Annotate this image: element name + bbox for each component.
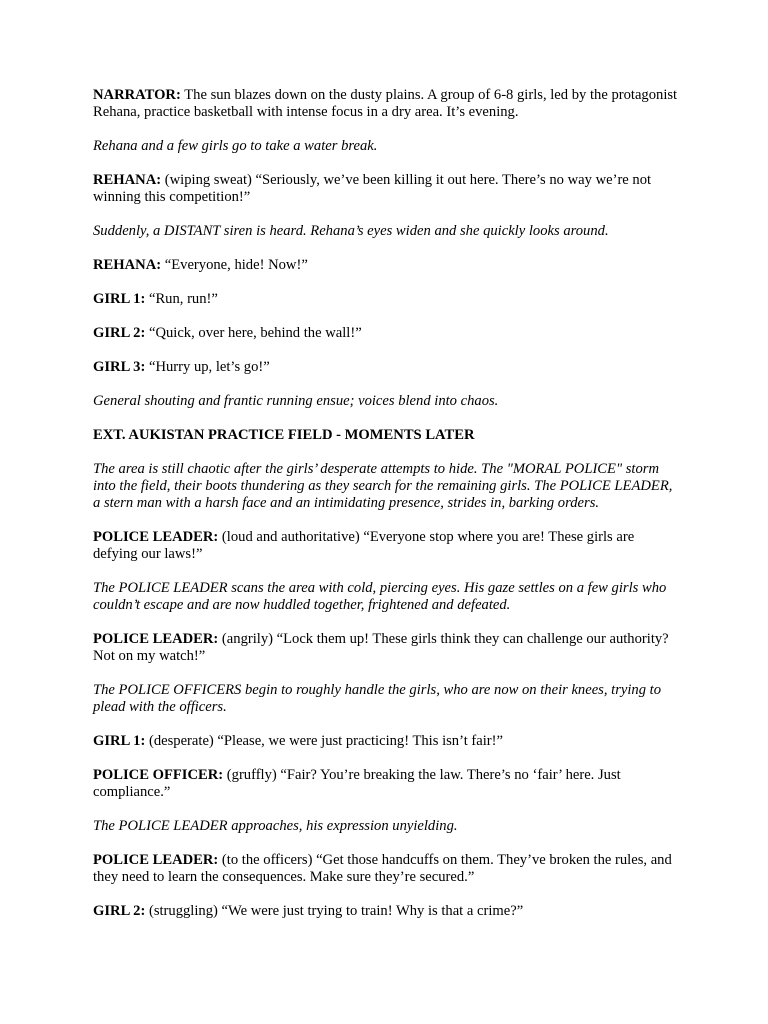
action-paragraph: The POLICE OFFICERS begin to roughly handle the girls, who are now on their knees, trying to plead with the officers. (93, 682, 662, 715)
dialogue-text: (struggling) “We were just trying to train! Why is that a crime?” (145, 903, 524, 919)
dialogue-paragraph (93, 257, 678, 274)
dialogue-paragraph (93, 852, 678, 886)
speaker-name: NARRATOR: (93, 87, 181, 103)
dialogue-text: The sun blazes down on the dusty plains. A group of 6-8 girls, led by the protagonist Rehana, practice basketball with intense focus in a dry area. It’s evening. (93, 87, 678, 120)
dialogue-text: (wiping sweat) “Seriously, we’ve been killing it out here. There’s no way we’re not winning this competition!” (93, 172, 652, 205)
speaker-name: GIRL 2: (93, 325, 146, 341)
action-paragraph: Suddenly, a DISTANT siren is heard. Rehana’s eyes widen and she quickly looks around. (93, 223, 609, 239)
dialogue-text: “Quick, over here, behind the wall!” (145, 325, 362, 341)
dialogue-text: “Hurry up, let’s go!” (145, 359, 270, 375)
dialogue-paragraph (93, 359, 678, 376)
speaker-name: REHANA: (93, 257, 162, 273)
action-paragraph: General shouting and frantic running ensue; voices blend into chaos. (93, 393, 499, 409)
dialogue-paragraph (93, 325, 678, 342)
dialogue-text: “Run, run!” (145, 291, 218, 307)
dialogue-paragraph (93, 631, 678, 665)
action-paragraph: The area is still chaotic after the girls’ desperate attempts to hide. The "MORAL POLICE" storm into the field, their boots thundering as they search for the remaining girls. The POLICE LEADER, a stern man with a harsh face and an intimidating presence, strides in, barking orders. (93, 461, 673, 511)
dialogue-paragraph (93, 291, 678, 308)
dialogue-paragraph (93, 87, 678, 121)
dialogue-paragraph (93, 767, 678, 801)
action-paragraph: The POLICE LEADER scans the area with cold, piercing eyes. His gaze settles on a few girls who couldn’t escape and are now huddled together, frightened and defeated. (93, 580, 667, 613)
dialogue-text: (loud and authoritative) “Everyone stop where you are! These girls are defying our laws!” (93, 529, 635, 562)
speaker-name: REHANA: (93, 172, 162, 188)
scene-heading: EXT. AUKISTAN PRACTICE FIELD - MOMENTS LATER (93, 427, 475, 443)
speaker-name: GIRL 1: (93, 291, 146, 307)
speaker-name: POLICE LEADER: (93, 529, 219, 545)
dialogue-text: (gruffly) “Fair? You’re breaking the law. There’s no ‘fair’ here. Just compliance.” (93, 767, 621, 800)
dialogue-text: (to the officers) “Get those handcuffs on them. They’ve broken the rules, and they need to learn the consequences. Make sure they’re secured.” (93, 852, 672, 885)
dialogue-paragraph (93, 529, 678, 563)
dialogue-text: (angrily) “Lock them up! These girls think they can challenge our authority? Not on my watch!” (93, 631, 669, 664)
speaker-name: GIRL 3: (93, 359, 146, 375)
dialogue-text: (desperate) “Please, we were just practicing! This isn’t fair!” (145, 733, 503, 749)
speaker-name: GIRL 1: (93, 733, 146, 749)
speaker-name: POLICE OFFICER: (93, 767, 224, 783)
dialogue-paragraph (93, 172, 678, 206)
speaker-name: POLICE LEADER: (93, 852, 219, 868)
dialogue-text: “Everyone, hide! Now!” (161, 257, 308, 273)
dialogue-paragraph (93, 733, 678, 750)
speaker-name: POLICE LEADER: (93, 631, 219, 647)
action-paragraph: The POLICE LEADER approaches, his expression unyielding. (93, 818, 458, 834)
action-paragraph: Rehana and a few girls go to take a water break. (93, 138, 378, 154)
dialogue-paragraph (93, 903, 678, 920)
speaker-name: GIRL 2: (93, 903, 146, 919)
